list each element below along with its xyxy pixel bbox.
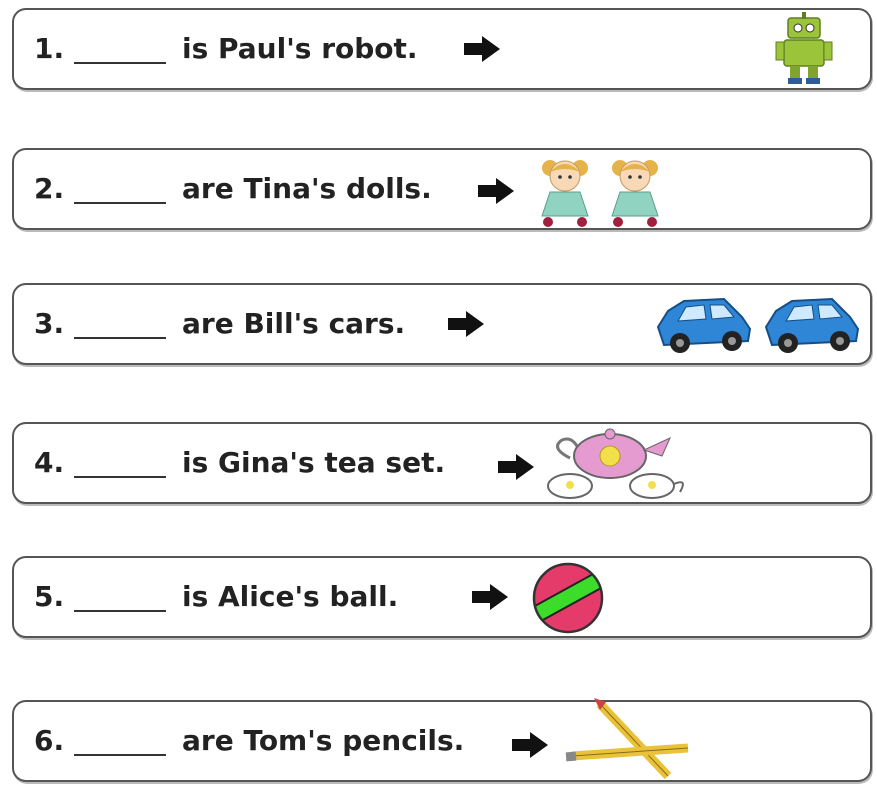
answer-blank[interactable] (74, 754, 166, 756)
item-sentence: is Paul's robot. (182, 32, 418, 65)
answer-blank[interactable] (74, 337, 166, 339)
robot-icon (774, 12, 834, 86)
item-number: 2. (34, 172, 65, 205)
answer-blank[interactable] (74, 62, 166, 64)
arrow-right-icon (462, 34, 502, 64)
tea-set-icon (540, 428, 700, 504)
pencils-icon (564, 698, 694, 782)
answer-blank[interactable] (74, 476, 166, 478)
answer-blank[interactable] (74, 610, 166, 612)
item-number: 3. (34, 307, 65, 340)
item-sentence: is Alice's ball. (182, 580, 399, 613)
exercise-row-3 (12, 283, 872, 365)
item-sentence: is Gina's tea set. (182, 446, 446, 479)
answer-blank[interactable] (74, 202, 166, 204)
arrow-right-icon (510, 730, 550, 760)
exercise-row-6 (12, 700, 872, 782)
item-sentence: are Bill's cars. (182, 307, 406, 340)
exercise-row-1 (12, 8, 872, 90)
arrow-right-icon (476, 176, 516, 206)
dolls-icon (530, 152, 670, 232)
arrow-right-icon (470, 582, 510, 612)
exercise-row-5 (12, 556, 872, 638)
arrow-right-icon (446, 309, 486, 339)
arrow-right-icon (496, 452, 536, 482)
item-sentence: are Tina's dolls. (182, 172, 432, 205)
exercise-row-2 (12, 148, 872, 230)
item-number: 6. (34, 724, 65, 757)
ball-icon (528, 560, 608, 636)
item-number: 1. (34, 32, 65, 65)
cars-icon (654, 289, 864, 359)
item-number: 5. (34, 580, 65, 613)
item-sentence: are Tom's pencils. (182, 724, 465, 757)
exercise-row-4 (12, 422, 872, 504)
item-number: 4. (34, 446, 65, 479)
